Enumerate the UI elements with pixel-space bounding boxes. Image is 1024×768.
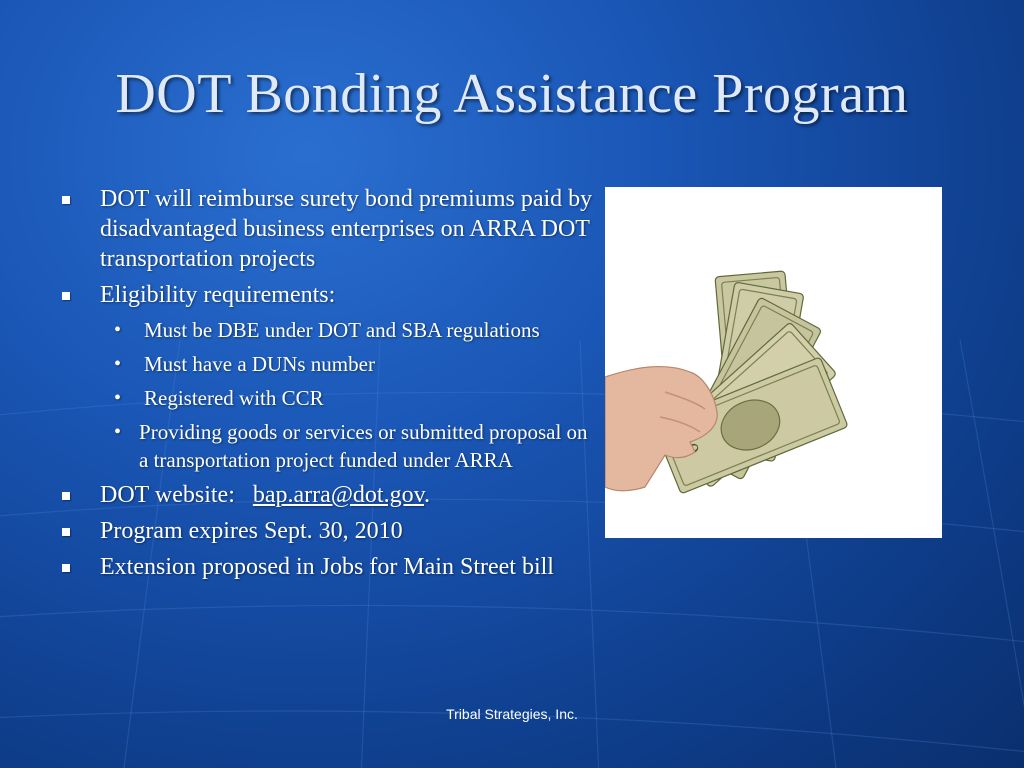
website-link[interactable]: bap.arra@dot.gov: [252, 482, 425, 508]
footer-text: Tribal Strategies, Inc.: [446, 706, 578, 722]
bullet-text: Extension proposed in Jobs for Main Street bill: [100, 554, 554, 580]
slide-title: DOT Bonding Assistance Program: [115, 63, 909, 125]
bullet-text: Eligibility requirements:: [100, 282, 336, 308]
sub-bullet-text: Providing goods or services or submitted proposal on a transportation project funded under ARRA: [139, 420, 588, 472]
dot-bullet-icon: •: [114, 353, 122, 375]
money-in-hand-photo: [605, 187, 942, 538]
bullet-item: [62, 516, 602, 546]
bullet-item: [62, 552, 602, 582]
bullet-text: Program expires Sept. 30, 2010: [100, 518, 403, 544]
sub-bullet-item: [114, 418, 602, 474]
bullet-item: [62, 480, 602, 510]
website-label: DOT website:: [100, 482, 235, 508]
sub-bullet-text: Registered with CCR: [144, 386, 324, 410]
dot-bullet-icon: •: [114, 319, 122, 341]
sub-bullet-item: [114, 350, 602, 378]
sub-bullet-item: [114, 316, 602, 344]
website-period: .: [424, 482, 431, 508]
dot-bullet-icon: •: [114, 387, 122, 409]
money-in-hand-icon: [605, 187, 942, 538]
sub-bullet-item: [114, 384, 602, 412]
bullet-text: [100, 480, 430, 510]
bullet-item: [62, 280, 602, 310]
slide-footer: [0, 706, 1024, 722]
square-bullet-icon: [62, 292, 70, 300]
bullet-text: DOT will reimburse surety bond premiums paid by disadvantaged business enterprises on ARRA DOT transportation projects: [100, 186, 593, 272]
square-bullet-icon: [62, 564, 70, 572]
sub-bullet-text: Must be DBE under DOT and SBA regulations: [144, 318, 540, 342]
square-bullet-icon: [62, 528, 70, 536]
dot-bullet-icon: •: [114, 421, 122, 443]
square-bullet-icon: [62, 492, 70, 500]
bullet-item: [62, 184, 602, 274]
bullet-list: [62, 184, 602, 588]
square-bullet-icon: [62, 196, 70, 204]
sub-bullet-text: Must have a DUNs number: [144, 352, 375, 376]
